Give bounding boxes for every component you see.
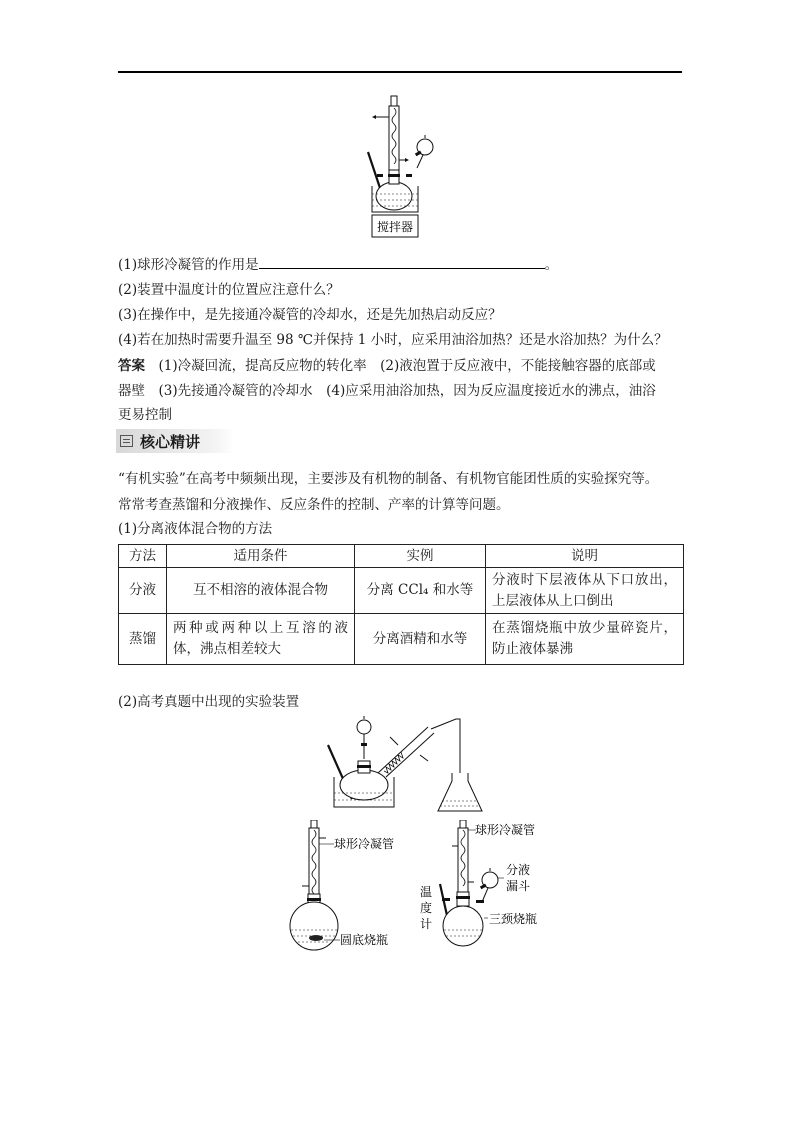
table-row	[119, 614, 684, 665]
answer-label: 答案	[118, 358, 145, 374]
funnel-label-b: 漏斗	[506, 879, 531, 893]
intro-line-2: 常常考查蒸馏和分液操作、反应条件的控制、产率的计算等问题。	[118, 497, 510, 513]
three-neck-label: 三颈烧瓶	[489, 912, 538, 926]
separation-methods-table	[118, 544, 684, 665]
thermo-label-b: 度	[420, 901, 433, 915]
question-2: (2)装置中温度计的位置应注意什么？	[118, 282, 340, 298]
table-cell: 两种或两种以上互溶的液体，沸点相差较大	[167, 614, 355, 665]
distillation-apparatus-figure	[320, 715, 490, 815]
answer-line-3: 更易控制	[118, 407, 172, 423]
section-title: 核心精讲	[140, 433, 201, 451]
q1-end: 。	[544, 257, 559, 273]
stirrer-label: 搅拌器	[376, 220, 414, 234]
header-rule	[118, 71, 682, 73]
table-header: 方法	[119, 545, 167, 568]
apparatus-figure-top	[350, 90, 440, 240]
table-cell: 分离酒精和水等	[355, 614, 486, 665]
thermo-label-c: 计	[420, 917, 433, 931]
funnel-label-a: 分液	[506, 863, 531, 877]
question-4: (4)若在加热时需要升温至 98 ℃并保持 1 小时，应采用油浴加热？还是水浴加热？为什么？	[118, 332, 668, 348]
table-header: 实例	[355, 545, 486, 568]
table-cell: 分液	[119, 568, 167, 614]
answer-line-2: 器壁 (3)先接通冷凝管的冷却水 (4)应采用油浴加热，因为反应温度接近水的沸点，油浴	[118, 383, 656, 399]
question-3: (3)在操作中，是先接通冷凝管的冷却水，还是先加热启动反应？	[118, 307, 502, 323]
table-header-row	[119, 545, 684, 568]
answer-blank[interactable]	[259, 255, 545, 269]
thermo-label-a: 温	[420, 885, 433, 899]
section-2-title: (2)高考真题中出现的实验装置	[118, 694, 300, 710]
intro-line-1: “有机实验”在高考中频频出现，主要涉及有机物的制备、有机物官能团性质的实验探究等。	[118, 471, 659, 487]
condenser-label: 球形冷凝管	[334, 837, 395, 851]
table-cell: 分液时下层液体从下口放出，上层液体从上口倒出	[486, 568, 684, 614]
section-header	[116, 429, 234, 453]
table-row	[119, 568, 684, 614]
question-1	[118, 255, 558, 274]
table-cell: 分离 CCl₄ 和水等	[355, 568, 486, 614]
section-icon	[120, 435, 133, 447]
answer-text-1: (1)冷凝回流，提高反应物的转化率 (2)液泡置于反应液中，不能接触容器的底部或	[158, 358, 656, 374]
table-cell: 蒸馏	[119, 614, 167, 665]
table-title: (1)分离液体混合物的方法	[118, 521, 273, 537]
condenser-label-2: 球形冷凝管	[475, 823, 536, 837]
q1-text: (1)球形冷凝管的作用是	[118, 257, 259, 273]
table-header: 说明	[486, 545, 684, 568]
three-neck-apparatus-figure	[412, 820, 562, 950]
table-cell: 在蒸馏烧瓶中放少量碎瓷片，防止液体暴沸	[486, 614, 684, 665]
table-cell: 互不相溶的液体混合物	[167, 568, 355, 614]
flask-label: 圆底烧瓶	[340, 933, 389, 947]
table-header: 适用条件	[167, 545, 355, 568]
reflux-apparatus-figure	[282, 820, 402, 952]
answer-line-1	[118, 357, 656, 375]
